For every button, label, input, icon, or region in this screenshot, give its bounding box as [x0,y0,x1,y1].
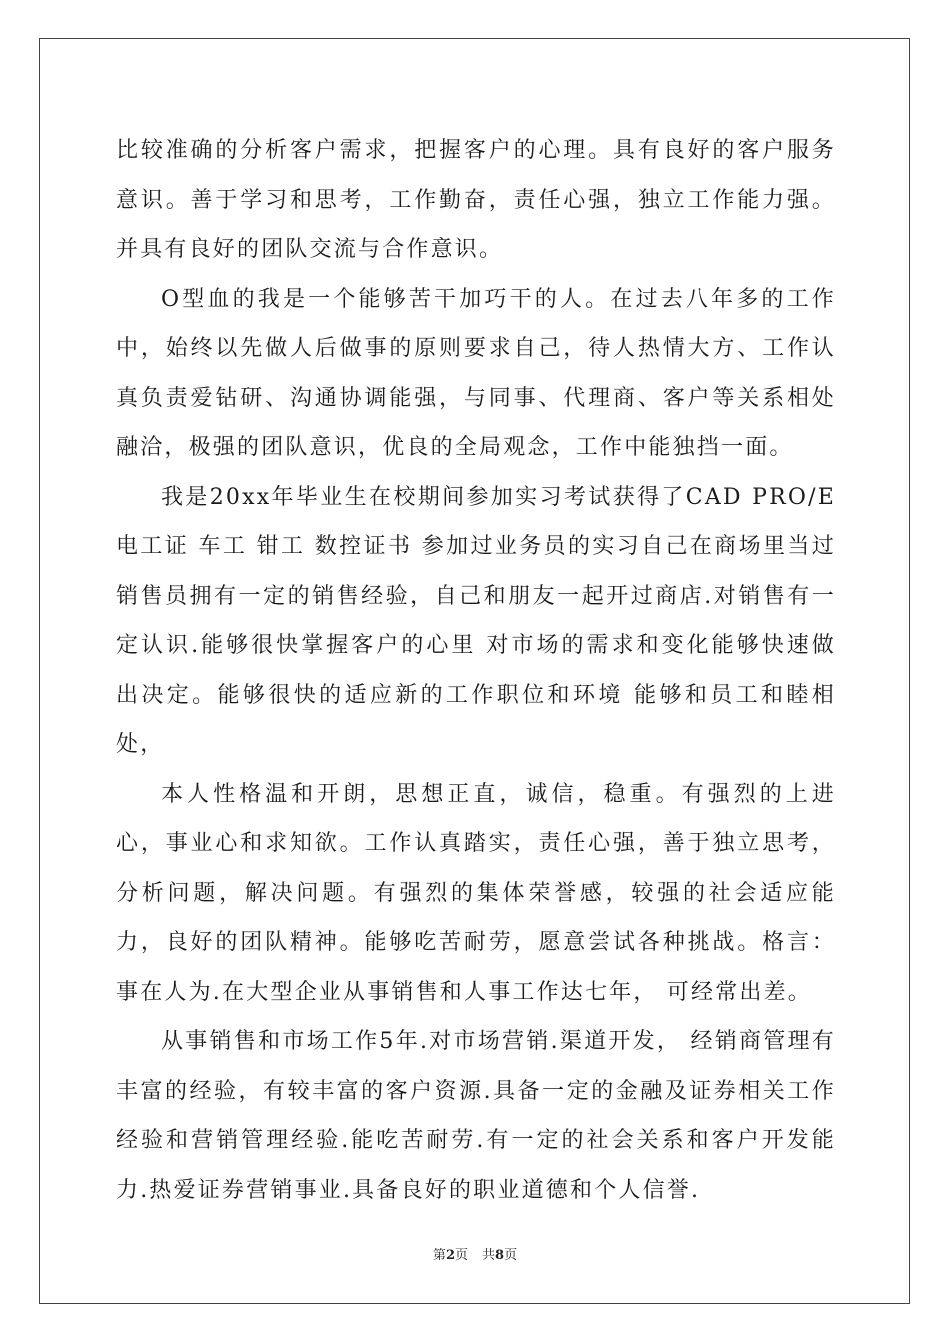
paragraph-2: O型血的我是一个能够苦干加巧干的人。在过去八年多的工作中，始终以先做人后做事的原则要求自己，待人热情大方、工作认真负责爱钻研、沟通协调能强，与同事、代理商、客户等关系相处融洽，极强的团队意识，优良的全局观念，工作中能独挡一面。 [116,286,836,460]
footer-total-prefix: 共 [482,1248,496,1263]
footer-page-total: 8 [495,1248,505,1263]
footer-total-unit: 页 [504,1248,518,1263]
page-footer [0,1244,950,1263]
footer-page-prefix: 第 [432,1248,446,1263]
footer-page-unit: 页 [454,1248,468,1263]
paragraph-1: 比较准确的分析客户需求，把握客户的心理。具有良好的客户服务意识。善于学习和思考，工作勤奋，责任心强，独立工作能力强。并具有良好的团队交流与合作意识。 [116,138,836,262]
document-body [116,126,836,1215]
footer-page-current: 2 [445,1248,455,1263]
paragraph-3: 我是20xx年毕业生在校期间参加实习考试获得了CAD PRO/E 电工证 车工 钳工 数控证书 参加过业务员的实习自己在商场里当过销售员拥有一定的销售经验，自己和朋友一起开过商店.对销售有一定认识.能够很快掌握客户的心里 对市场的需求和变化能够快速做出决定。能够很快的适应新的工作职位和环境 能够和员工和睦相处， [116,484,836,757]
paragraph-4: 本人性格温和开朗，思想正直，诚信，稳重。有强烈的上进心，事业心和求知欲。工作认真踏实，责任心强，善于独立思考，分析问题，解决问题。有强烈的集体荣誉感，较强的社会适应能力，良好的团队精神。能够吃苦耐劳，愿意尝试各种挑战。格言：事在人为.在大型企业从事销售和人事工作达七年， 可经常出差。 [116,781,836,1005]
paragraph-5: 从事销售和市场工作5年.对市场营销.渠道开发， 经销商管理有丰富的经验，有较丰富的客户资源.具备一定的金融及证券相关工作经验和营销管理经验.能吃苦耐劳.有一定的社会关系和客户开发能力.热爱证券营销事业.具备良好的职业道德和个人信誉. [116,1029,836,1203]
